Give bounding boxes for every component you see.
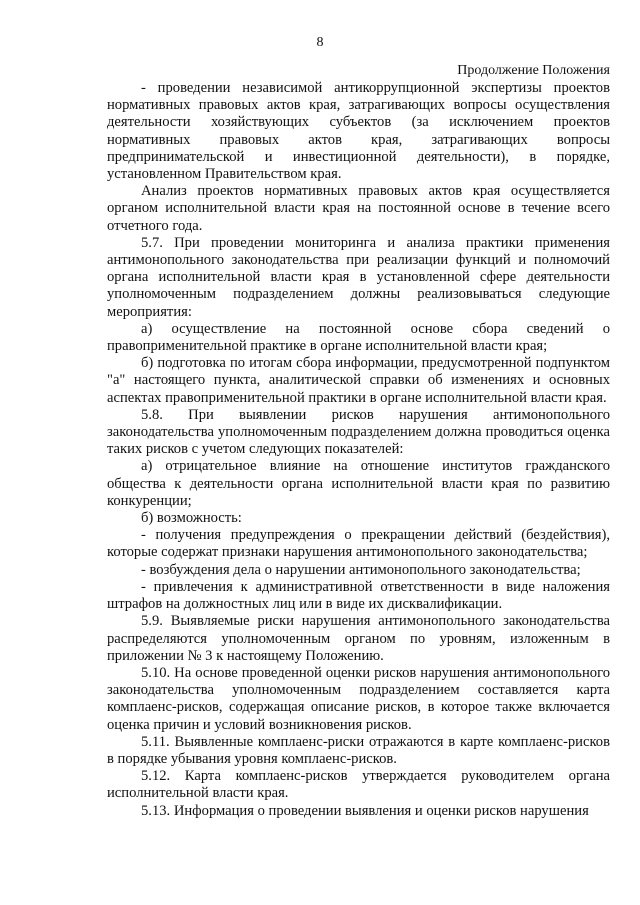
paragraph: - привлечения к административной ответственности в виде наложения штрафов на должностных лиц или в виде их дисквалификации. <box>107 578 610 613</box>
paragraph: 5.12. Карта комплаенс-рисков утверждается руководителем органа исполнительной власти края. <box>107 768 610 802</box>
paragraph: - проведении независимой антикоррупционной экспертизы проектов нормативных правовых актов края, затрагивающих вопросы осуществления деятельности хозяйствующих субъектов (за исключением проектов нормативных правовых актов края, затрагивающих вопросы предпринимательской и инвестиционной деятельности), в порядке, установленном Правительством края. <box>107 80 610 183</box>
paragraph: 5.7. При проведении мониторинга и анализа практики применения антимонопольного законодательства при реализации функций и полномочий органа исполнительной власти края в установленной сфере деятельности уполномоченным подразделением должны реализовываться следующие мероприятия: <box>107 234 610 320</box>
paragraph: а) осуществление на постоянной основе сбора сведений о правоприменительной практике в органе исполнительной власти края; <box>107 320 610 355</box>
paragraph: б) возможность: <box>141 510 242 527</box>
paragraph: а) отрицательное влияние на отношение институтов гражданского общества к деятельности органа исполнительной власти края по развитию конкуренции; <box>107 458 610 509</box>
paragraph: - возбуждения дела о нарушении антимонопольного законодательства; <box>141 561 581 578</box>
paragraph: 5.8. При выявлении рисков нарушения антимонопольного законодательства уполномоченным подразделением должна проводиться оценка таких рисков с учетом следующих показателей: <box>107 406 610 458</box>
paragraph: 5.11. Выявленные комплаенс-риски отражаются в карте комплаенс-рисков в порядке убывания уровня комплаенс-рисков. <box>107 733 610 767</box>
paragraph: 5.13. Информация о проведении выявления и оценки рисков нарушения <box>141 802 589 819</box>
continuation-label: Продолжение Положения <box>457 63 610 78</box>
paragraph: б) подготовка по итогам сбора информации, предусмотренной подпунктом "а" настоящего пункта, аналитической справки об изменениях и основных аспектах правоприменительной практики в органе исполнительной власти края. <box>107 355 610 406</box>
paragraph: - получения предупреждения о прекращении действий (бездействия), которые содержат признаки нарушения антимонопольного законодательства; <box>107 527 610 561</box>
paragraph: 5.10. На основе проведенной оценки рисков нарушения антимонопольного законодательства уполномоченным подразделением составляется карта комплаенс-рисков, содержащая описание рисков, в которое также включается оценка причин и условий возникновения рисков. <box>107 664 610 733</box>
document-body <box>107 80 610 820</box>
paragraph: Анализ проектов нормативных правовых актов края осуществляется органом исполнительной власти края на постоянной основе в течение всего отчетного года. <box>107 183 610 234</box>
paragraph: 5.9. Выявляемые риски нарушения антимонопольного законодательства распределяются уполномоченным органом по уровням, изложенным в приложении № 3 к настоящему Положению. <box>107 613 610 664</box>
page-number: 8 <box>316 35 324 50</box>
